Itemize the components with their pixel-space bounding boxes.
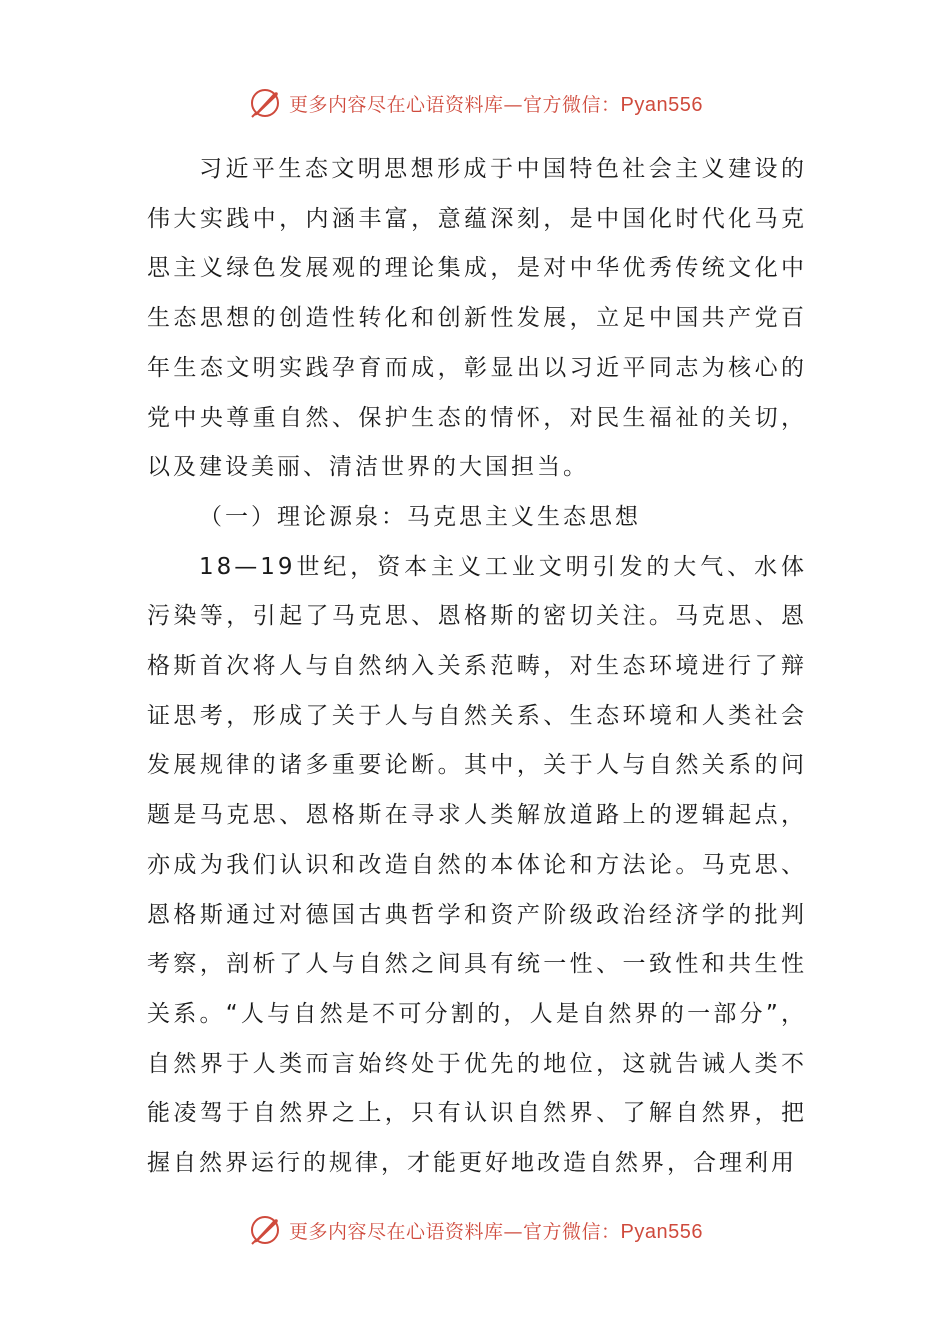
watermark-text: 更多内容尽在心语资料库—官方微信：Pyan556 [289,1220,703,1243]
footer-watermark-banner [0,1210,950,1250]
quill-pen-logo-icon [247,85,283,121]
quill-pen-logo-icon [247,1212,283,1248]
wechat-id: Pyan556 [620,93,703,116]
paragraph-marxist-ecology: 18—19世纪，资本主义工业文明引发的大气、水体污染等，引起了马克思、恩格斯的密切关注。马克思、恩格斯首次将人与自然纳入关系范畴，对生态环境进行了辩证思考，形成了关于人与自然关系、生态环境和人类社会发展规律的诸多重要论断。其中，关于人与自然关系的问题是马克思、恩格斯在寻求人类解放道路上的逻辑起点，亦成为我们认识和改造自然的本体论和方法论。马克思、恩格斯通过对德国古典哲学和资产阶级政治经济学的批判考察，剖析了人与自然之间具有统一性、一致性和共生性关系。“人与自然是不可分割的，人是自然界的一部分”，自然界于人类而言始终处于优先的地位，这就告诫人类不能凌驾于自然界之上，只有认识自然界、了解自然界，把握自然界运行的规律，才能更好地改造自然界，合理利用 [147,553,807,1177]
paragraph-intro: 习近平生态文明思想形成于中国特色社会主义建设的伟大实践中，内涵丰富，意蕴深刻，是中国化时代化马克思主义绿色发展观的理论集成，是对中华优秀传统文化中生态思想的创造性转化和创新性发展，立足中国共产党百年生态文明实践孕育而成，彰显出以习近平同志为核心的党中央尊重自然、保护生态的情怀，对民生福祉的关切，以及建设美丽、清洁世界的大国担当。 [147,156,807,481]
watermark-text: 更多内容尽在心语资料库—官方微信：Pyan556 [289,93,703,116]
document-body [147,145,807,1189]
wechat-id: Pyan556 [620,1220,703,1243]
header-watermark-banner [0,83,950,123]
section-heading: （一）理论源泉：马克思主义生态思想 [199,503,641,530]
